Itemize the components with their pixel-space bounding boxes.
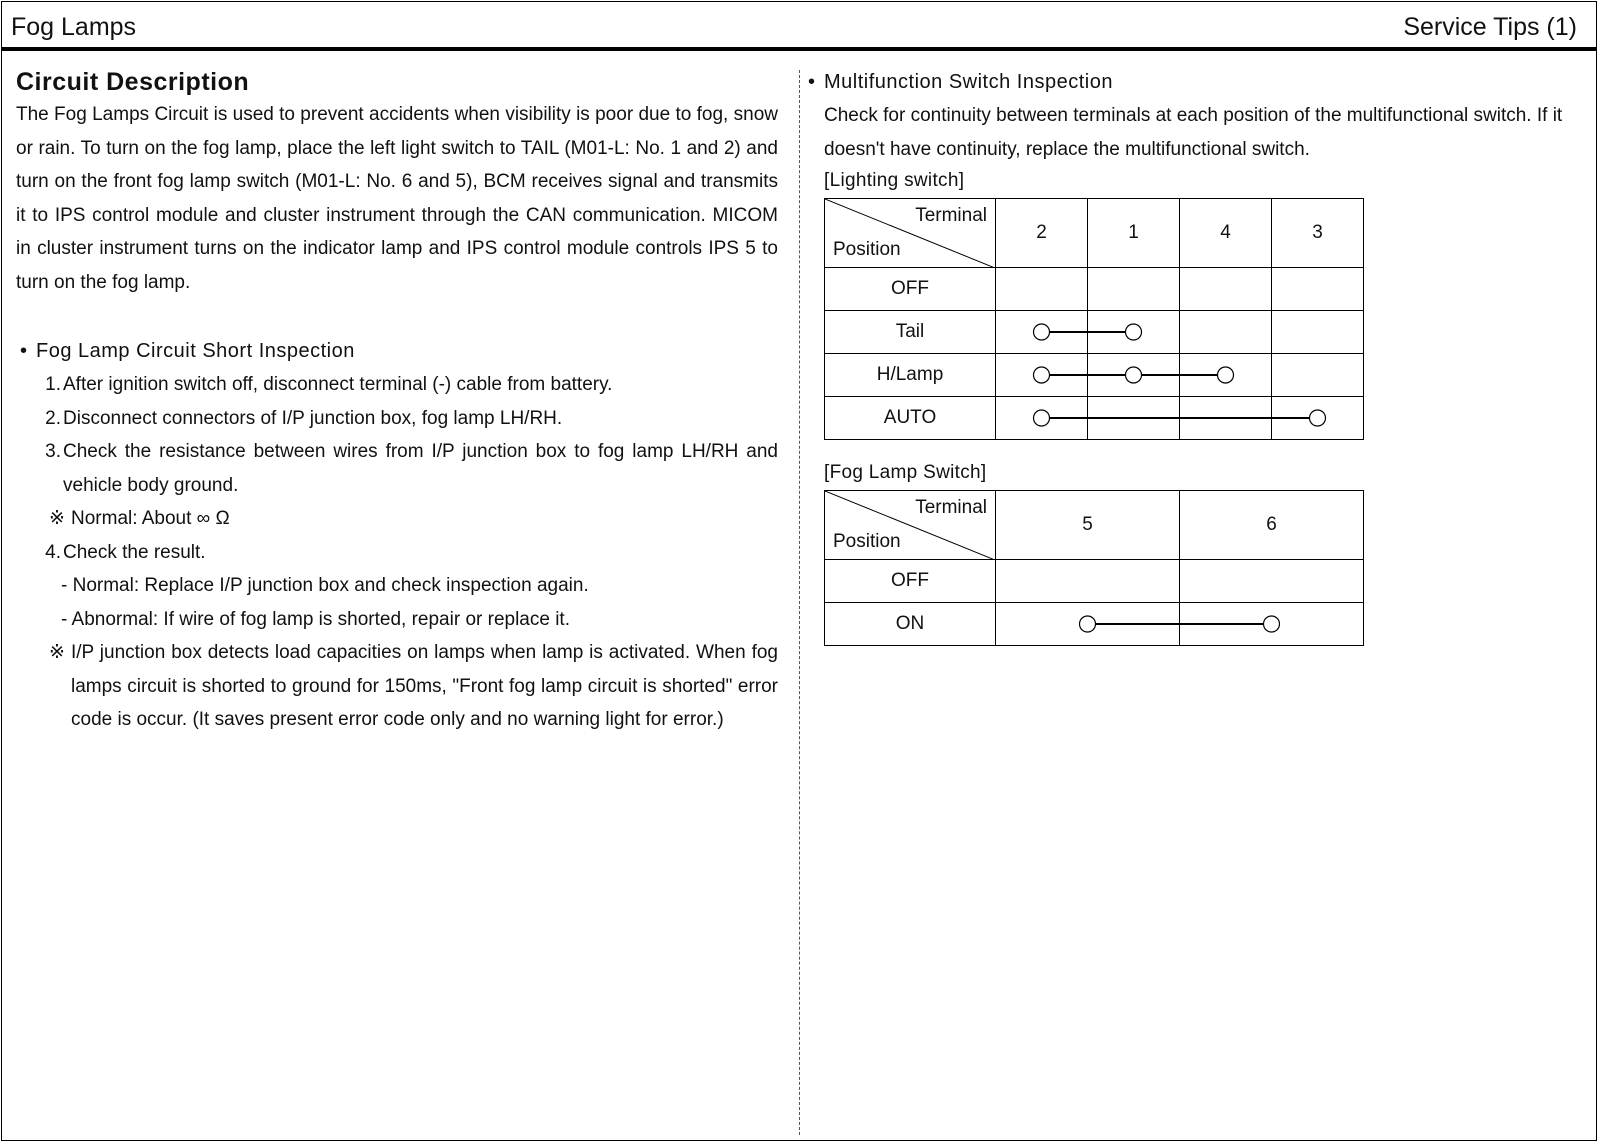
continuity-cell — [1272, 354, 1364, 397]
lighting-row-tail — [825, 311, 1364, 354]
step-3 — [16, 435, 778, 502]
terminal-header: 6 — [1180, 491, 1364, 560]
position-cell: AUTO — [825, 397, 996, 440]
lighting-header-row — [825, 199, 1364, 268]
note-mark: ※ — [49, 642, 65, 663]
continuity-cell — [1272, 268, 1364, 311]
step-number: 1. — [45, 374, 61, 395]
terminal-header: 4 — [1180, 199, 1272, 268]
continuity-cell — [1180, 397, 1272, 440]
left-column — [16, 66, 778, 737]
multifunction-title: Multifunction Switch Inspection — [824, 71, 1113, 93]
terminal-label: Terminal — [915, 497, 987, 518]
circuit-description-title: Circuit Description — [16, 68, 250, 96]
continuity-cell — [1180, 354, 1272, 397]
continuity-cell — [1088, 311, 1180, 354]
position-cell: ON — [825, 603, 996, 646]
step-text: Check the result. — [63, 541, 206, 563]
continuity-cell — [996, 354, 1088, 397]
lighting-row-off — [825, 268, 1364, 311]
fog-switch-caption: [Fog Lamp Switch] — [824, 462, 987, 483]
step-4 — [16, 536, 778, 570]
final-note-text: I/P junction box detects load capacities on lamps when lamp is activated. When fog lamps circuit is shorted to ground for 150ms, "Front fog lamp circuit is shorted" error code is occur. (It saves present error code only and no warning light for error.) — [71, 642, 778, 730]
continuity-cell — [1180, 603, 1364, 646]
column-divider — [799, 70, 800, 1135]
fog-switch-table — [824, 490, 1364, 646]
terminal-header: 2 — [996, 199, 1088, 268]
fog-header-row — [825, 491, 1364, 560]
header-corner-cell — [825, 199, 996, 268]
lighting-switch-table-wrap — [824, 198, 1364, 440]
step-number: 2. — [45, 407, 61, 429]
bullet-icon: • — [808, 71, 816, 93]
continuity-cell — [1180, 268, 1272, 311]
step-2 — [16, 402, 778, 436]
step-text: Check the resistance between wires from I/P junction box to fog lamp LH/RH and vehicle body ground. — [63, 441, 778, 496]
bullet-icon: • — [20, 340, 28, 362]
terminal-header: 5 — [996, 491, 1180, 560]
lighting-switch-table — [824, 198, 1364, 440]
continuity-cell — [1088, 354, 1180, 397]
short-inspection-steps — [16, 368, 778, 737]
normal-note-text: Normal: About ∞ Ω — [71, 508, 230, 529]
continuity-cell — [996, 397, 1088, 440]
terminal-label: Terminal — [915, 205, 987, 226]
short-inspection-title-row — [20, 335, 778, 368]
continuity-cell — [1180, 560, 1364, 603]
continuity-cell — [996, 603, 1180, 646]
circuit-description-text: The Fog Lamps Circuit is used to prevent accidents when visibility is poor due to fog, snow or rain. To turn on the fog lamp, place the left light switch to TAIL (M01-L: No. 1 and 2) and turn on the front fog lamp switch (M01-L: No. 6 and 5), BCM receives signal and transmits it to IPS control module and cluster instrument through the CAN communication. MICOM in cluster instrument turns on the indicator lamp and IPS control module controls IPS 5 to turn on the fog lamp. — [16, 104, 778, 293]
step-number: 4. — [45, 541, 61, 563]
continuity-cell — [1272, 311, 1364, 354]
position-cell: OFF — [825, 268, 996, 311]
step-text: After ignition switch off, disconnect terminal (-) cable from battery. — [63, 374, 613, 395]
continuity-cell — [1180, 311, 1272, 354]
fog-row-off — [825, 560, 1364, 603]
continuity-cell — [1088, 268, 1180, 311]
final-note — [16, 636, 778, 737]
multifunction-title-row — [808, 66, 1574, 99]
lighting-row-hlamp — [825, 354, 1364, 397]
continuity-cell — [996, 311, 1088, 354]
header-corner-cell — [825, 491, 996, 560]
right-column — [808, 66, 1574, 646]
result-normal: - Normal: Replace I/P junction box and check inspection again. — [61, 575, 589, 596]
terminal-header: 1 — [1088, 199, 1180, 268]
page-section-label: Service Tips (1) — [1403, 13, 1577, 41]
position-cell: Tail — [825, 311, 996, 354]
position-label: Position — [833, 239, 901, 260]
note-mark: ※ — [49, 508, 65, 529]
step-number: 3. — [45, 441, 61, 462]
short-inspection-title: Fog Lamp Circuit Short Inspection — [36, 340, 355, 362]
lighting-row-auto — [825, 397, 1364, 440]
terminal-header: 3 — [1272, 199, 1364, 268]
continuity-cell — [1272, 397, 1364, 440]
fog-switch-table-wrap — [824, 490, 1364, 646]
fog-row-on — [825, 603, 1364, 646]
step-1 — [16, 368, 778, 402]
position-cell: OFF — [825, 560, 996, 603]
result-abnormal: - Abnormal: If wire of fog lamp is shorted, repair or replace it. — [61, 608, 570, 630]
page-header — [1, 1, 1597, 51]
continuity-cell — [1088, 397, 1180, 440]
lighting-switch-caption: [Lighting switch] — [824, 170, 965, 191]
position-cell: H/Lamp — [825, 354, 996, 397]
continuity-cell — [996, 560, 1180, 603]
continuity-cell — [996, 268, 1088, 311]
step-text: Disconnect connectors of I/P junction box, fog lamp LH/RH. — [63, 407, 563, 429]
normal-note — [16, 502, 778, 536]
position-label: Position — [833, 531, 901, 552]
page-title: Fog Lamps — [11, 13, 137, 41]
multifunction-description: Check for continuity between terminals at each position of the multifunctional switch. If it doesn't have continuity, replace the multifunctional switch. — [824, 105, 1563, 160]
